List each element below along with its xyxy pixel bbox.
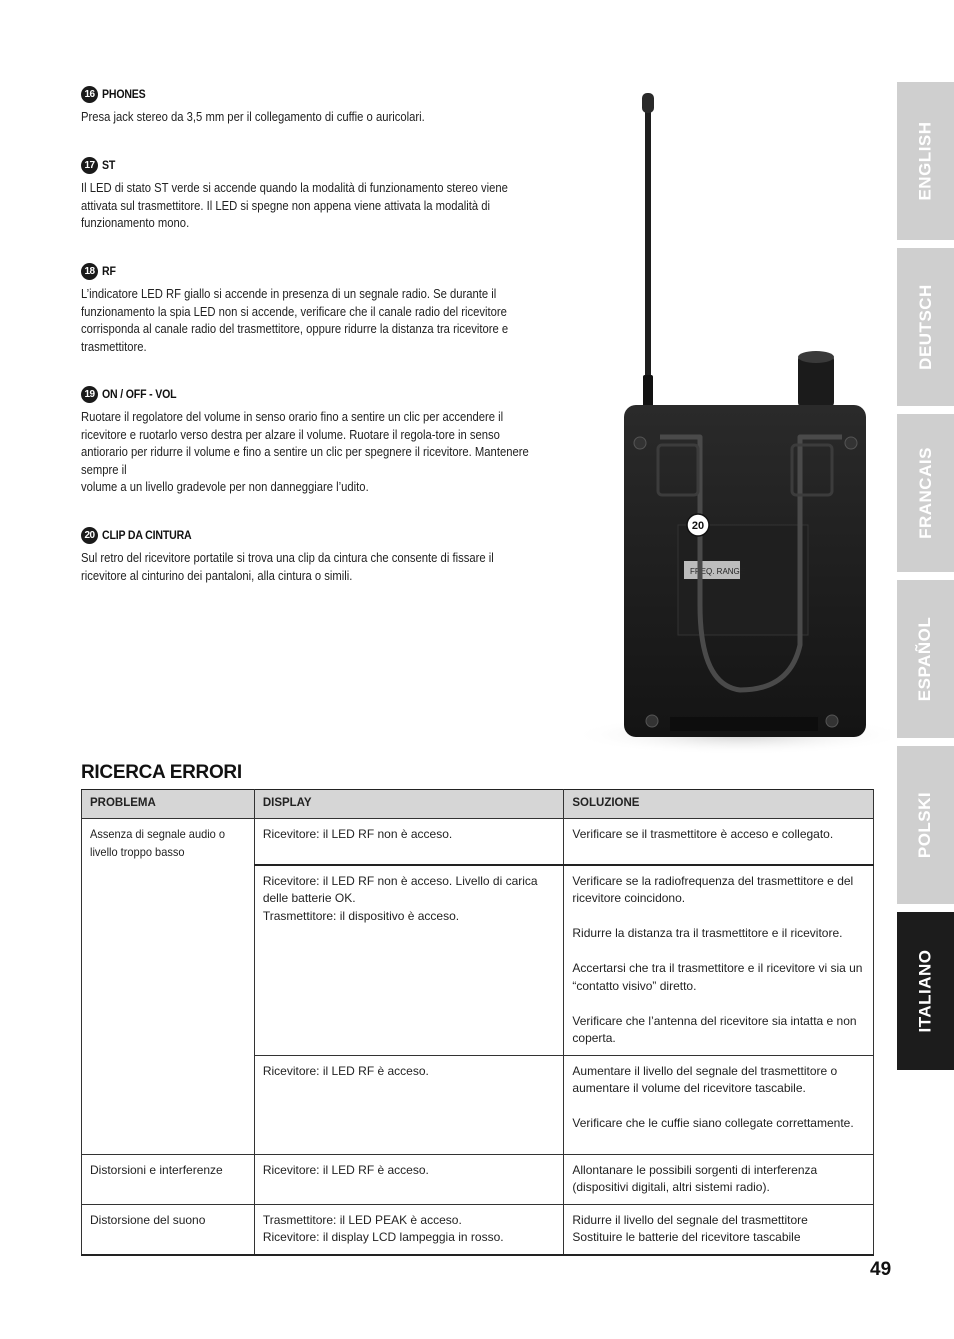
- section-st: [81, 156, 541, 233]
- display-text: Ricevitore: il LED RF non è acceso. Livello di carica delle batterie OK.: [262, 873, 538, 905]
- tab-label: POLSKI: [915, 791, 935, 859]
- solution-text: Verificare se il trasmettitore è acceso e collegato.: [572, 827, 834, 841]
- display-text: Ricevitore: il LED RF non è acceso.: [262, 827, 453, 841]
- column-header-solution: SOLUZIONE: [564, 790, 874, 819]
- page-number: 49: [870, 1259, 892, 1280]
- language-tab-english[interactable]: [897, 82, 954, 240]
- language-tab-francais[interactable]: [897, 414, 954, 572]
- tab-label: ITALIANO: [915, 949, 935, 1033]
- language-tab-polski[interactable]: [897, 746, 954, 904]
- table-header-row: [82, 790, 874, 819]
- troubleshooting-title: RICERCA ERRORI: [81, 762, 242, 783]
- display-text: Ricevitore: il LED RF è acceso.: [262, 1063, 429, 1078]
- section-clip: [81, 526, 541, 585]
- table-row: [82, 1204, 874, 1255]
- solution-text: Verificare che le cuffie siano collegate correttamente.: [572, 1116, 854, 1130]
- column-header-problem: PROBLEMA: [82, 790, 255, 819]
- table-row: [82, 1154, 874, 1204]
- tab-label: FRANCAIS: [915, 447, 935, 539]
- problem-text: Distorsioni e interferenze: [90, 1162, 223, 1177]
- screw-icon: [845, 437, 857, 449]
- solution-text: Aumentare il livello del segnale del trasmettitore o aumentare il volume del ricevitore tascabile.: [572, 1063, 838, 1095]
- display-text: Ricevitore: il display LCD lampeggia in rosso.: [262, 1230, 504, 1244]
- solution-cell: [564, 819, 874, 865]
- section-title: CLIP DA CINTURA: [102, 528, 192, 542]
- antenna-base: [643, 375, 653, 410]
- solution-cell: [564, 1204, 874, 1255]
- section-title: ST: [102, 158, 116, 172]
- section-phones: [81, 85, 541, 127]
- display-cell: [254, 819, 564, 865]
- problem-cell: [82, 1154, 255, 1204]
- problem-cell: [82, 1204, 255, 1255]
- item-number-badge: 17: [81, 157, 98, 174]
- language-tab-deutsch[interactable]: [897, 248, 954, 406]
- display-cell: [254, 1154, 564, 1204]
- item-number-badge: 16: [81, 86, 98, 103]
- display-text: Trasmettitore: il dispositivo è acceso.: [262, 908, 460, 923]
- solution-text: Sostituire le batterie del ricevitore tascabile: [572, 1230, 801, 1244]
- display-cell: [254, 1204, 564, 1255]
- antenna: [645, 100, 651, 410]
- column-header-display: DISPLAY: [254, 790, 564, 819]
- display-text: Ricevitore: il LED RF è acceso.: [262, 1162, 429, 1177]
- battery-slot: [670, 717, 818, 731]
- problem-text: Assenza di segnale audio o livello troppo basso: [90, 827, 226, 859]
- solution-text: Accertarsi che tra il trasmettitore e il ricevitore vi sia un “contatto visivo” diretto.: [572, 961, 863, 993]
- section-paragraph: Ruotare il regolatore del volume in senso orario fino a sentire un clic per accendere il ricevitore e ruotarlo verso destra per alzare il volume. Ruotare il regola-tore in senso antiorario per ridurre il volume e fino a sentire un clic per spegnere il ricevitore. Mantenere sempre il: [81, 410, 529, 477]
- solution-cell: [564, 1154, 874, 1204]
- display-cell: [254, 1055, 564, 1154]
- section-on-off-vol: [81, 385, 541, 497]
- item-number-badge: 19: [81, 386, 98, 403]
- solution-text: Verificare se la radiofrequenza del trasmettitore e del ricevitore coincidono.: [572, 873, 854, 905]
- solution-text: Ridurre il livello del segnale del trasmettitore: [572, 1212, 808, 1227]
- problem-cell: [82, 819, 255, 1155]
- language-tab-espanol[interactable]: [897, 580, 954, 738]
- item-number-badge: 18: [81, 263, 98, 280]
- display-text: Trasmettitore: il LED PEAK è acceso.: [262, 1212, 462, 1227]
- section-paragraph: L’indicatore LED RF giallo si accende in presenza di un segnale radio. Se durante il funzionamento la spia LED non si accende, verificare che il canale radio del ricevitore corrisponda al canale radio del trasmettitore, oppure ridurre la distanza tra ricevitore e trasmettitore.: [81, 287, 509, 354]
- section-paragraph: volume a un livello gradevole per non danneggiare l’udito.: [81, 480, 369, 494]
- screw-icon: [646, 715, 658, 727]
- section-paragraph: Presa jack stereo da 3,5 mm per il collegamento di cuffie o auricolari.: [81, 110, 425, 124]
- section-title: PHONES: [102, 87, 146, 101]
- section-paragraph: Sul retro del ricevitore portatile si trova una clip da cintura che consente di fissare il ricevitore al cinturino dei pantaloni, alla cintura o simili.: [81, 551, 494, 583]
- tab-label: ESPAÑOL: [915, 616, 935, 702]
- section-title: RF: [102, 264, 116, 278]
- section-paragraph: Il LED di stato ST verde si accende quando la modalità di funzionamento stereo viene attivata sul trasmettitore. Il LED si spegne non appena viene attivata la modalità di funzionamento mono.: [81, 181, 508, 230]
- display-cell: [254, 865, 564, 1056]
- solution-cell: [564, 865, 874, 1056]
- item-number-badge: 20: [81, 527, 98, 544]
- callout-20-text: 20: [691, 520, 705, 532]
- solution-cell: [564, 1055, 874, 1154]
- section-rf: [81, 262, 541, 356]
- screw-icon: [634, 437, 646, 449]
- problem-text: Distorsione del suono: [90, 1212, 206, 1227]
- language-tab-italiano[interactable]: [897, 912, 954, 1070]
- screw-icon: [826, 715, 838, 727]
- solution-text: Allontanare le possibili sorgenti di interferenza (dispositivi digitali, altri sistemi radio).: [572, 1162, 818, 1194]
- receiver-back-illustration: [560, 85, 890, 755]
- tab-label: ENGLISH: [915, 121, 935, 201]
- section-title: ON / OFF - VOL: [102, 387, 177, 401]
- device-label-text: FREQ. RANGE: [690, 567, 746, 576]
- table-row: [82, 819, 874, 865]
- tab-label: DEUTSCH: [915, 284, 935, 370]
- solution-text: Verificare che l’antenna del ricevitore sia intatta e non coperta.: [572, 1013, 857, 1045]
- antenna-tip: [642, 93, 654, 113]
- solution-text: Ridurre la distanza tra il trasmettitore e il ricevitore.: [572, 926, 843, 940]
- troubleshooting-table: [81, 789, 874, 1256]
